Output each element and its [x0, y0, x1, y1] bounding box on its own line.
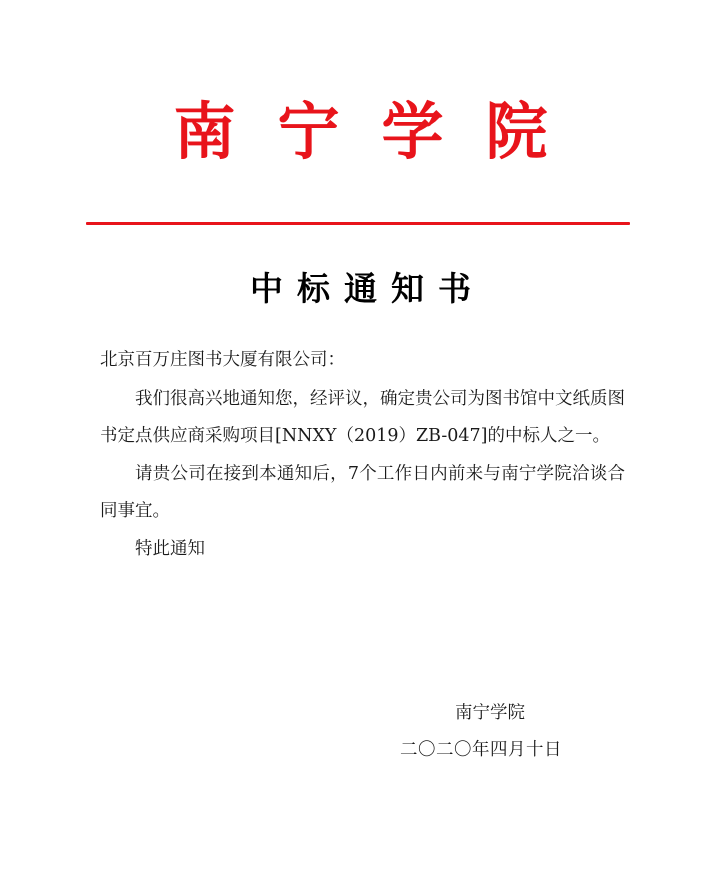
paragraph-contract-instruction: 请贵公司在接到本通知后，7个工作日内前来与南宁学院洽谈合同事宜。 [100, 463, 625, 521]
issuer-signature: 南宁学院 [455, 703, 525, 723]
paragraph-award-notice: 我们很高兴地通知您，经评议，确定贵公司为图书馆中文纸质图书定点供应商采购项目[NNXY（2019）ZB-047]的中标人之一。 [100, 388, 625, 446]
document-title: 中标通知书 [250, 269, 485, 308]
letterhead-organization-name: 南宁学院 [173, 95, 590, 168]
closing-phrase: 特此通知 [135, 538, 205, 559]
letter-body [100, 342, 625, 568]
letterhead-red-rule [86, 222, 630, 225]
salutation: 北京百万庄图书大厦有限公司： [100, 350, 345, 370]
issue-date: 二〇二〇年四月十日 [400, 740, 562, 760]
